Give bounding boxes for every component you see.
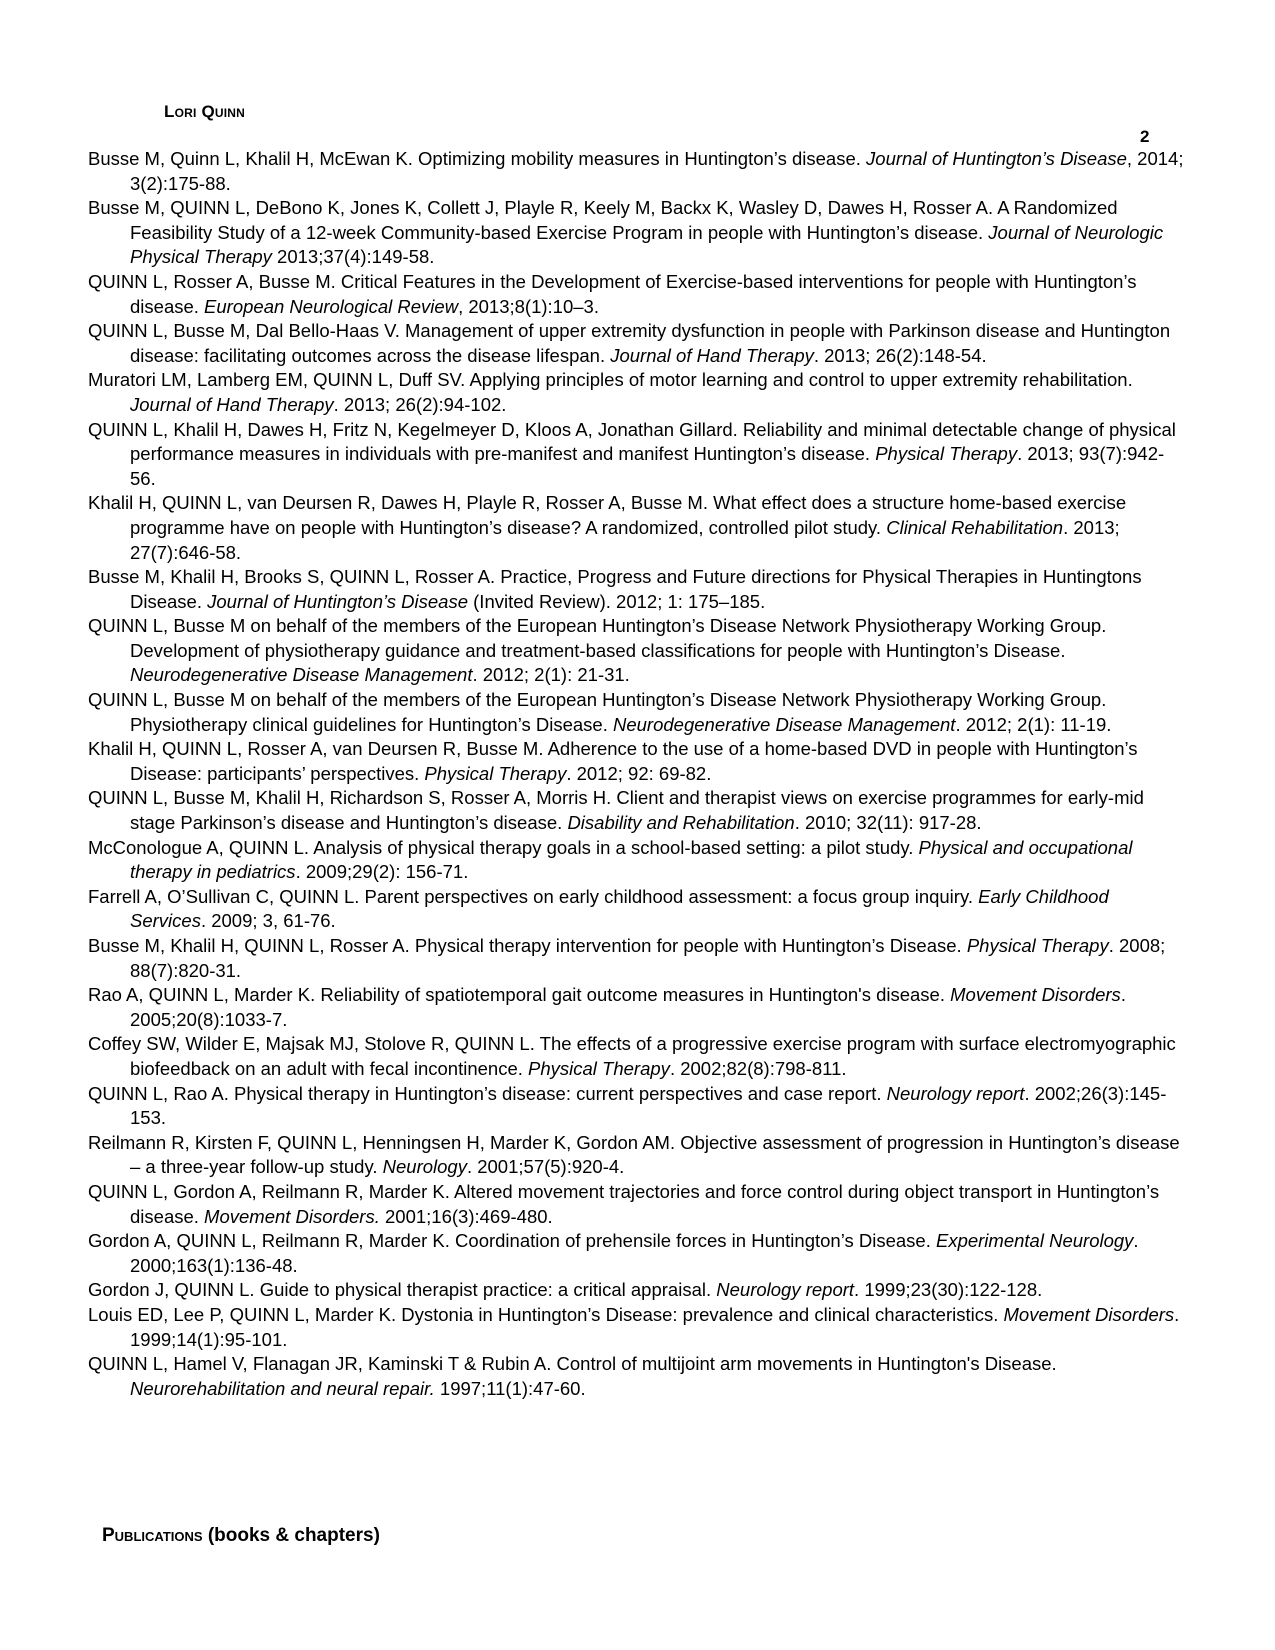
reference-journal: Neurology report bbox=[716, 1279, 855, 1301]
reference-citation: Farrell A, O’Sullivan C, QUINN L. Parent perspectives on early childhood assessment: a focus group inquiry. bbox=[88, 885, 979, 907]
reference-citation: McConologue A, QUINN L. Analysis of physical therapy goals in a school-based setting: a pilot study. bbox=[88, 836, 919, 858]
reference-journal: Neurorehabilitation and neural repair. bbox=[130, 1377, 435, 1399]
reference-item bbox=[88, 983, 1188, 1032]
reference-volume: . 2001;57(5):920-4. bbox=[466, 1156, 625, 1178]
reference-journal: Journal of Huntington’s Disease bbox=[866, 148, 1127, 169]
reference-citation: Khalil H, QUINN L, Rosser A, van Deursen R, Busse M. Adherence to the use of a home-based DVD in people with Huntington’s Disease: participants’ perspectives. bbox=[88, 738, 1138, 784]
reference-item bbox=[88, 1032, 1188, 1081]
reference-citation: Coffey SW, Wilder E, Majsak MJ, Stolove R, QUINN L. The effects of a progressive exercise program with surface electromyographic biofeedback on an adult with fecal incontinence. bbox=[88, 1033, 1176, 1079]
reference-volume: 2013;37(4):149-58. bbox=[271, 246, 435, 268]
reference-item bbox=[88, 1082, 1188, 1131]
reference-citation: Busse M, Khalil H, Brooks S, QUINN L, Rosser A. Practice, Progress and Future directions for Physical Therapies in Huntingtons Disease. bbox=[88, 566, 1142, 612]
reference-volume: . 2008; 88(7):820-31. bbox=[130, 935, 1166, 981]
reference-volume: . 2012; 2(1): 11-19. bbox=[955, 713, 1112, 735]
reference-journal: Journal of Hand Therapy bbox=[610, 344, 814, 366]
reference-item bbox=[88, 1352, 1188, 1401]
reference-journal: Physical Therapy bbox=[424, 762, 567, 784]
reference-citation: QUINN L, Rao A. Physical therapy in Huntington’s disease: current perspectives and case report. bbox=[88, 1082, 887, 1104]
reference-journal: Neurodegenerative Disease Management bbox=[612, 713, 956, 735]
reference-journal: Physical and occupational therapy in pediatrics bbox=[130, 836, 1133, 883]
reference-journal: Journal of Neurologic Physical Therapy bbox=[130, 221, 1164, 268]
reference-citation: Muratori LM, Lamberg EM, QUINN L, Duff SV. Applying principles of motor learning and control to upper extremity rehabilitation. bbox=[88, 369, 1133, 391]
reference-item bbox=[88, 565, 1188, 614]
reference-citation: QUINN L, Busse M, Dal Bello-Haas V. Management of upper extremity dysfunction in people with Parkinson disease and Huntington disease: facilitating outcomes across the disease lifespan. bbox=[88, 320, 1171, 366]
reference-volume: . 2013; 93(7):942-56. bbox=[130, 443, 1165, 489]
reference-volume: . 2013; 27(7):646-58. bbox=[130, 516, 1120, 563]
reference-journal: Disability and Rehabilitation bbox=[567, 812, 795, 834]
reference-citation: QUINN L, Hamel V, Flanagan JR, Kaminski T & Rubin A. Control of multijoint arm movements in Huntington's Disease. bbox=[88, 1353, 1057, 1375]
reference-item bbox=[88, 1278, 1188, 1303]
reference-item bbox=[88, 614, 1188, 688]
reference-item bbox=[88, 1303, 1188, 1352]
reference-journal: Neurodegenerative Disease Management bbox=[130, 664, 473, 686]
section-heading bbox=[102, 1525, 380, 1547]
reference-citation: Busse M, Quinn L, Khalil H, McEwan K. Optimizing mobility measures in Huntington’s disease. bbox=[88, 148, 867, 169]
reference-citation: Gordon J, QUINN L. Guide to physical therapist practice: a critical appraisal. bbox=[88, 1279, 717, 1301]
reference-item bbox=[88, 147, 1188, 196]
reference-volume: . 2005;20(8):1033-7. bbox=[130, 984, 1126, 1030]
reference-item bbox=[88, 885, 1188, 934]
section-heading-main: Publications bbox=[102, 1525, 203, 1546]
reference-journal: Movement Disorders. bbox=[204, 1205, 380, 1227]
reference-volume: . 1999;14(1):95-101. bbox=[130, 1303, 1180, 1350]
reference-volume: . 2010; 32(11): 917-28. bbox=[794, 812, 982, 834]
reference-volume: 2001;16(3):469-480. bbox=[379, 1205, 553, 1227]
reference-volume: 1997;11(1):47-60. bbox=[434, 1377, 586, 1399]
reference-volume: . 2000;163(1):136-48. bbox=[130, 1230, 1139, 1276]
reference-journal: Journal of Huntington’s Disease bbox=[207, 590, 468, 612]
reference-citation: Gordon A, QUINN L, Reilmann R, Marder K. Coordination of prehensile forces in Huntington’s Disease. bbox=[88, 1230, 936, 1252]
reference-volume: . 2009;29(2): 156-71. bbox=[295, 861, 469, 883]
reference-volume: . 2002;82(8):798-811. bbox=[669, 1057, 847, 1079]
reference-volume: . 2012; 92: 69-82. bbox=[566, 762, 712, 784]
reference-item bbox=[88, 368, 1188, 417]
reference-journal: Experimental Neurology bbox=[935, 1230, 1134, 1252]
reference-item bbox=[88, 786, 1188, 835]
reference-journal: Clinical Rehabilitation bbox=[886, 516, 1064, 538]
reference-journal: Journal of Hand Therapy bbox=[130, 393, 334, 415]
reference-citation: Louis ED, Lee P, QUINN L, Marder K. Dystonia in Huntington’s Disease: prevalence and clinical characteristics. bbox=[88, 1303, 1004, 1325]
reference-item bbox=[88, 196, 1188, 270]
header-author-name: Lori Quinn bbox=[164, 102, 245, 121]
reference-citation: QUINN L, Rosser A, Busse M. Critical Features in the Development of Exercise-based interventions for people with Huntington’s disease. bbox=[88, 270, 1137, 317]
reference-item bbox=[88, 491, 1188, 565]
reference-item bbox=[88, 688, 1188, 737]
reference-volume: . 1999;23(30):122-128. bbox=[854, 1279, 1043, 1301]
reference-citation: QUINN L, Busse M on behalf of the members of the European Huntington’s Disease Network Physiotherapy Working Group. Development of physiotherapy guidance and treatment-based classifications for people with Huntington’s Disease. bbox=[88, 615, 1107, 661]
reference-journal: Physical Therapy bbox=[875, 443, 1018, 465]
reference-item bbox=[88, 319, 1188, 368]
reference-journal: Movement Disorders bbox=[950, 984, 1121, 1006]
reference-volume: , 2014; 3(2):175-88. bbox=[130, 148, 1184, 194]
reference-citation: Reilmann R, Kirsten F, QUINN L, Henningsen H, Marder K, Gordon AM. Objective assessment of progression in Huntington’s disease – a three-year follow-up study. bbox=[88, 1131, 1180, 1178]
reference-volume: . 2009; 3, 61-76. bbox=[200, 910, 336, 932]
reference-item bbox=[88, 1180, 1188, 1229]
section-heading-sub: (books & chapters) bbox=[202, 1525, 380, 1546]
reference-citation: QUINN L, Gordon A, Reilmann R, Marder K. Altered movement trajectories and force control during object transport in Huntington’s disease. bbox=[88, 1180, 1160, 1227]
reference-citation: Khalil H, QUINN L, van Deursen R, Dawes H, Playle R, Rosser A, Busse M. What effect does a structure home-based exercise programme have on people with Huntington’s disease? A randomized, controlled pilot study. bbox=[88, 492, 1127, 538]
reference-list bbox=[88, 147, 1188, 1401]
reference-citation: QUINN L, Khalil H, Dawes H, Fritz N, Kegelmeyer D, Kloos A, Jonathan Gillard. Reliability and minimal detectable change of physical performance measures in individuals with pre-manifest and manifest Huntington’s disease. bbox=[88, 418, 1176, 465]
reference-journal: Neurology report bbox=[886, 1082, 1025, 1104]
reference-citation: Busse M, QUINN L, DeBono K, Jones K, Collett J, Playle R, Keely M, Backx K, Wasley D, Dawes H, Rosser A. A Randomized Feasibility Study of a 12-week Community-based Exercise Program in people with Huntington’s disease. bbox=[88, 197, 1118, 243]
reference-citation: QUINN L, Busse M on behalf of the members of the European Huntington’s Disease Network Physiotherapy Working Group. Physiotherapy clinical guidelines for Huntington’s Disease. bbox=[88, 689, 1107, 735]
reference-item bbox=[88, 934, 1188, 983]
reference-journal: Neurology bbox=[382, 1156, 467, 1178]
reference-item bbox=[88, 270, 1188, 319]
reference-citation: QUINN L, Busse M, Khalil H, Richardson S, Rosser A, Morris H. Client and therapist views on exercise programmes for early-mid stage Parkinson’s disease and Huntington’s disease. bbox=[88, 787, 1144, 834]
reference-journal: Physical Therapy bbox=[528, 1057, 670, 1079]
reference-volume: . 2013; 26(2):94-102. bbox=[333, 393, 507, 415]
reference-item bbox=[88, 418, 1188, 492]
page-number: 2 bbox=[1140, 127, 1150, 146]
reference-volume: . 2013; 26(2):148-54. bbox=[813, 344, 987, 366]
reference-item bbox=[88, 737, 1188, 786]
reference-journal: Movement Disorders bbox=[1003, 1303, 1175, 1325]
reference-journal: European Neurological Review bbox=[204, 295, 459, 317]
reference-volume: (Invited Review). 2012; 1: 175–185. bbox=[468, 590, 766, 612]
reference-volume: , 2013;8(1):10–3. bbox=[458, 295, 599, 317]
reference-volume: . 2012; 2(1): 21-31. bbox=[472, 664, 630, 686]
reference-item bbox=[88, 836, 1188, 885]
reference-volume: . 2002;26(3):145-153. bbox=[130, 1082, 1167, 1129]
reference-citation: Busse M, Khalil H, QUINN L, Rosser A. Physical therapy intervention for people with Huntington’s Disease. bbox=[88, 935, 967, 956]
reference-item bbox=[88, 1131, 1188, 1180]
reference-item bbox=[88, 1229, 1188, 1278]
reference-citation: Rao A, QUINN L, Marder K. Reliability of spatiotemporal gait outcome measures in Huntington's disease. bbox=[88, 984, 951, 1006]
reference-journal: Physical Therapy bbox=[966, 935, 1109, 956]
reference-journal: Early Childhood Services bbox=[130, 885, 1109, 932]
